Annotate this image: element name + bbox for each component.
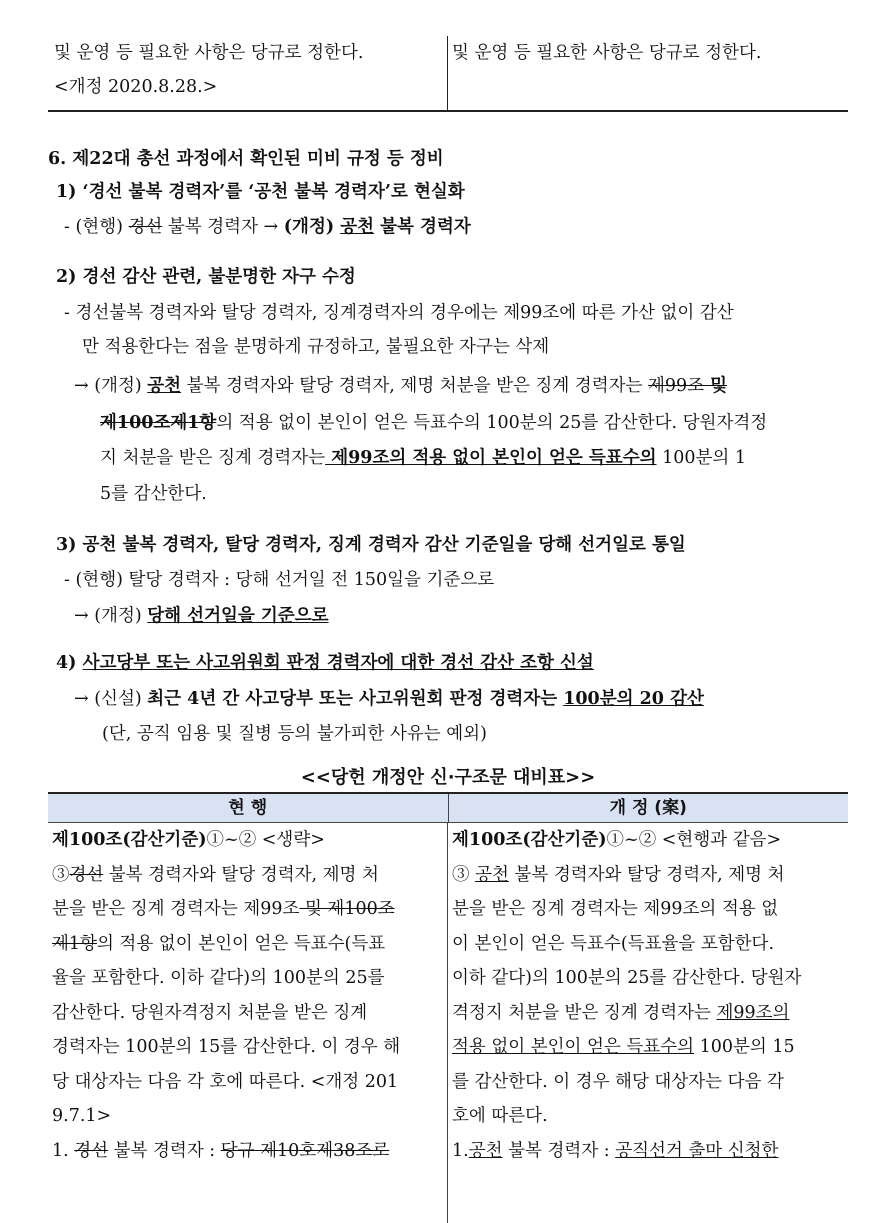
current-line: 경력자는 100분의 15를 감산한다. 이 경우 해 — [52, 1037, 401, 1057]
deleted-text: 제1항 — [52, 933, 97, 954]
deleted-text: 경선 — [128, 217, 163, 237]
top-comparison-table-fragment — [48, 36, 848, 112]
text: 의 적용 없이 본인이 얻은 득표수의 100분의 25를 감산한다. 당원자격정 — [216, 413, 768, 433]
deleted-text: 경선 — [69, 864, 104, 885]
deleted-text: 제100조제1항 — [100, 413, 217, 433]
inserted-text: 공천 — [147, 376, 182, 396]
inserted-text: 당해 선거일을 기준으로 — [147, 606, 329, 626]
text: 불복 경력자 : — [108, 1140, 221, 1161]
current-line: 9.7.1> — [52, 1106, 112, 1126]
text: 불복 경력자와 탈당 경력자, 제명 처 — [508, 864, 785, 885]
text: 불복 경력자와 탈당 경력자, 제명 처 — [103, 864, 379, 885]
current-line — [52, 927, 443, 962]
deleted-text: 경선 — [74, 1140, 109, 1161]
section-heading: 6. 제22대 총선 과정에서 확인된 미비 규정 등 정비 — [48, 149, 444, 169]
text: 1. — [452, 1140, 469, 1161]
revised-column — [448, 823, 848, 1223]
text: 4) — [56, 653, 83, 673]
text: 지 처분을 받은 징계 경력자는 — [100, 448, 326, 468]
text: 불복 경력자와 탈당 경력자, 제명 처분을 받은 징계 경력자는 — [181, 376, 648, 396]
inserted-text: 공천 — [468, 1140, 503, 1161]
item4-title — [56, 646, 594, 680]
inserted-text: 공천 — [475, 864, 509, 885]
revised-cell — [448, 36, 848, 110]
text: 불복 경력자 → — [162, 217, 284, 237]
item2-paragraph-line: - 경선불복 경력자와 탈당 경력자, 징계경력자의 경우에는 제99조에 따른 가산 없이 감산 — [64, 303, 734, 323]
current-column — [48, 823, 448, 1223]
table-row — [48, 823, 848, 1223]
revised-line: 이 본인이 얻은 득표수(득표율을 포함한다. — [452, 933, 775, 954]
text: 불복 경력자 : — [502, 1140, 616, 1161]
inserted-text: 제99조의 — [716, 1002, 790, 1023]
table-header-row — [48, 794, 848, 823]
item3-title: 3) 공천 불복 경력자, 탈당 경력자, 징계 경력자 감산 기준일을 당해 선거일로 통일 — [56, 535, 686, 555]
text: ③ — [52, 864, 70, 885]
item2-change-line — [100, 406, 767, 440]
text: 격정지 처분을 받은 징계 경력자는 — [452, 1002, 717, 1023]
current-line — [52, 823, 443, 858]
text: → (신설) — [74, 689, 148, 709]
inserted-text: 공천 — [340, 217, 375, 237]
inserted-text: 적용 없이 본인이 얻은 득표수의 — [452, 1037, 695, 1057]
text: 불복 경력자 — [374, 217, 471, 237]
deleted-text: 및 — [704, 376, 728, 396]
inserted-text: 제99조의 적용 없이 본인이 얻은 득표수의 — [325, 448, 657, 468]
deleted-text: 당규 제10호제38조로 — [220, 1140, 390, 1161]
text: ③ — [452, 864, 476, 885]
revised-line: 호에 따른다. — [452, 1106, 548, 1126]
current-line: 감산한다. 당원자격정지 처분을 받은 징계 — [52, 1002, 368, 1023]
column-header-current: 현 행 — [48, 794, 449, 822]
item2-change-line: 5를 감산한다. — [100, 484, 207, 504]
revised-line: 이하 같다)의 100분의 25를 감산한다. 당원자 — [452, 968, 802, 988]
current-cell — [48, 36, 448, 110]
revised-line — [452, 858, 844, 893]
revised-line — [452, 1134, 844, 1169]
text: 100분의 15 — [694, 1037, 795, 1057]
article-title: 제100조(감산기준) — [452, 830, 607, 850]
current-text-line: 및 운영 등 필요한 사항은 당규로 정한다. — [54, 43, 364, 63]
text: 100분의 1 — [656, 448, 746, 468]
comparison-table-title: <<당헌 개정안 신·구조문 대비표>> — [300, 767, 596, 788]
text: 1. — [52, 1140, 75, 1161]
item2-paragraph-line: 만 적용한다는 점을 분명하게 규정하고, 불필요한 자구는 삭제 — [82, 337, 550, 357]
inserted-text: 공직선거 출마 신청한 — [615, 1140, 779, 1161]
revised-line: 를 감산한다. 이 경우 해당 대상자는 다음 각 — [452, 1071, 784, 1092]
article-title: 제100조(감산기준) — [52, 830, 207, 850]
amendment-date: <개정 2020.8.28.> — [54, 77, 218, 97]
column-header-revised: 개 정 (案) — [609, 798, 687, 818]
item4-exception-line: (단, 공직 임용 및 질병 등의 불가피한 사유는 예외) — [102, 724, 487, 744]
current-line — [52, 1134, 443, 1169]
text: (개정) — [283, 217, 341, 237]
revised-line — [452, 823, 844, 858]
text: 최근 4년 간 사고당부 또는 사고위원회 판정 경력자는 — [147, 689, 564, 709]
current-line — [52, 858, 443, 893]
item2-change-line — [74, 369, 727, 403]
comparison-table — [48, 792, 848, 1223]
revised-line — [452, 1030, 844, 1065]
table-row — [48, 36, 848, 110]
current-line: 율을 포함한다. 이하 같다)의 100분의 25를 — [52, 968, 385, 988]
revised-line — [452, 996, 844, 1031]
current-line — [52, 892, 443, 927]
text: - (현행) — [64, 217, 129, 237]
item4-new-line — [74, 682, 704, 716]
revised-text-line: 및 운영 등 필요한 사항은 당규로 정한다. — [452, 43, 762, 63]
text: → (개정) — [74, 606, 148, 626]
item1-line — [64, 210, 471, 244]
text: → (개정) — [74, 376, 148, 396]
item3-change-line — [74, 599, 329, 633]
inserted-text: 100분의 20 감산 — [563, 689, 704, 709]
text: 분을 받은 징계 경력자는 제99조 — [52, 899, 300, 919]
item3-current-line: - (현행) 탈당 경력자 : 당해 선거일 전 150일을 기준으로 — [64, 570, 495, 590]
text: ①~② <현행과 같음> — [606, 830, 782, 850]
text: ①~② <생략> — [206, 830, 325, 850]
inserted-text: 사고당부 또는 사고위원회 판정 경력자에 대한 경선 감산 조항 신설 — [82, 653, 594, 673]
deleted-text: 및 제100조 — [299, 899, 395, 919]
revised-line: 분을 받은 징계 경력자는 제99조의 적용 없 — [452, 899, 779, 919]
deleted-text: 제99조 — [648, 376, 705, 396]
item2-change-line — [100, 441, 746, 475]
current-line: 당 대상자는 다음 각 호에 따른다. <개정 201 — [52, 1071, 399, 1092]
item2-title: 2) 경선 감산 관련, 불분명한 자구 수정 — [56, 267, 356, 287]
text: 의 적용 없이 본인이 얻은 득표수(득표 — [96, 933, 386, 954]
item1-title: 1) ‘경선 불복 경력자’를 ‘공천 불복 경력자’로 현실화 — [56, 182, 465, 202]
